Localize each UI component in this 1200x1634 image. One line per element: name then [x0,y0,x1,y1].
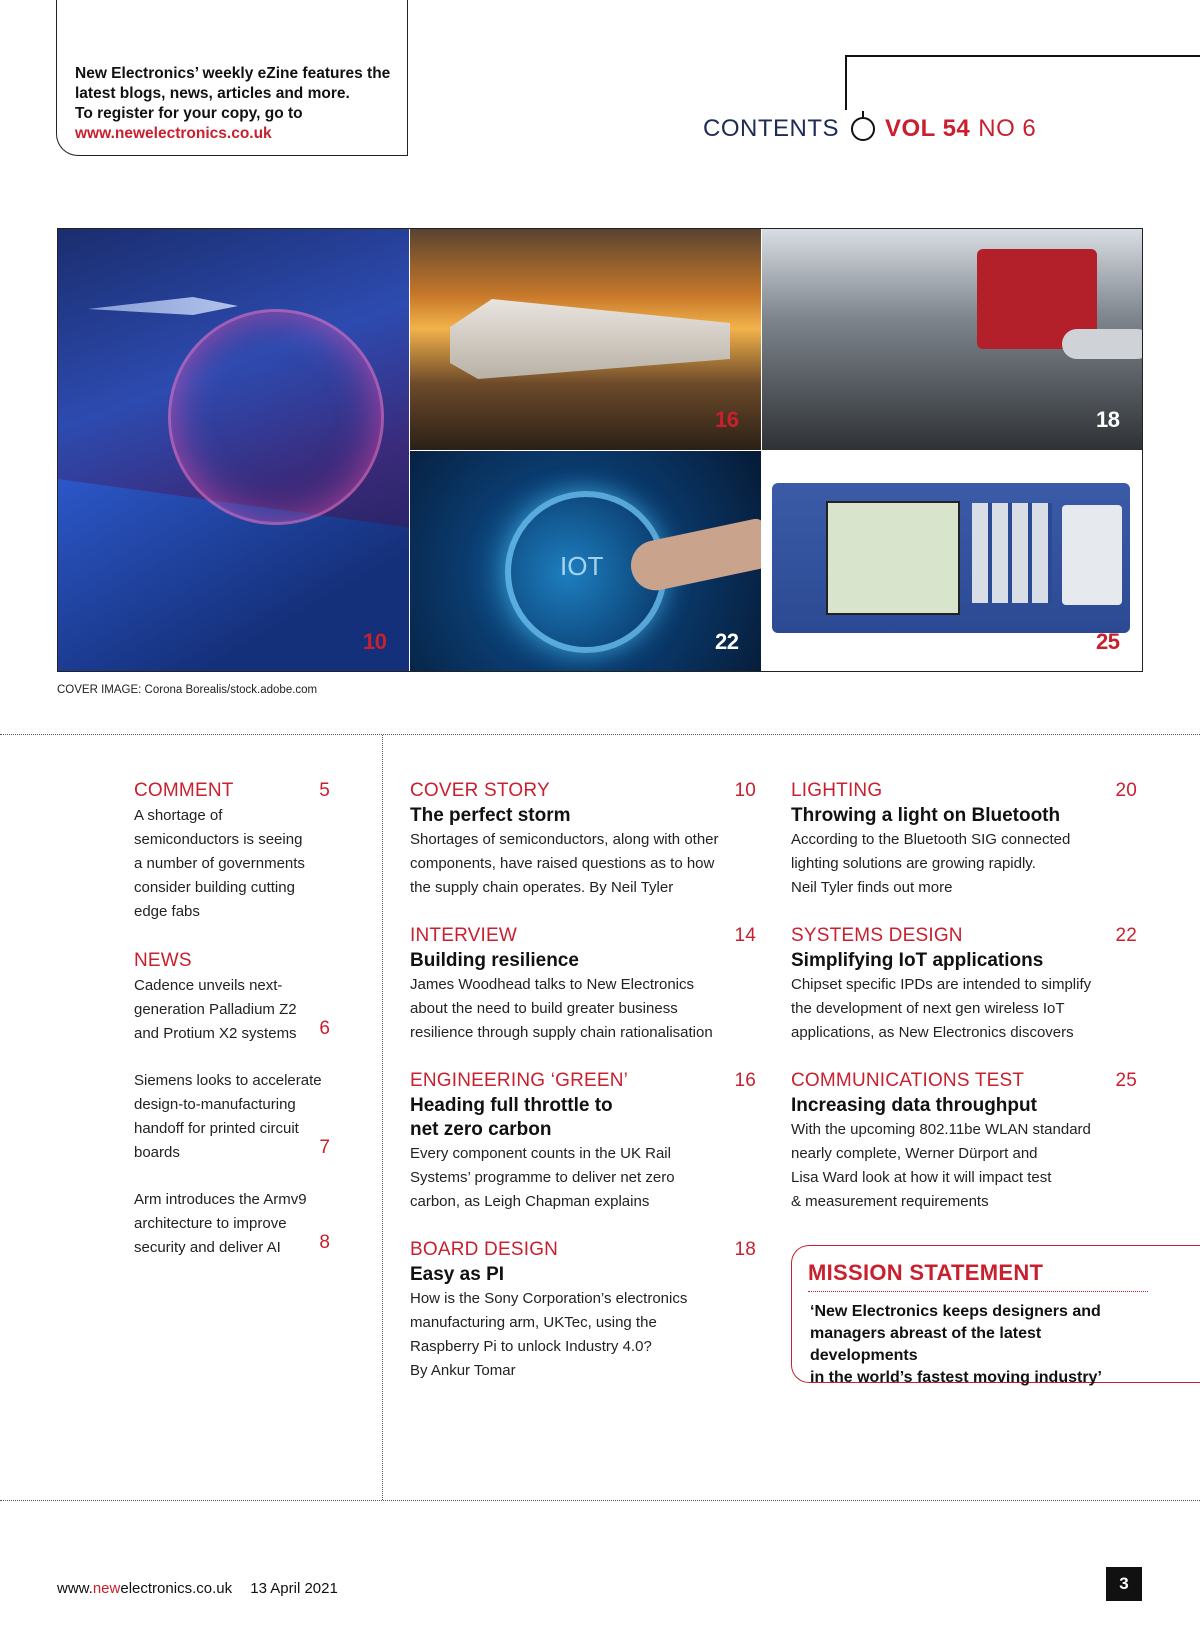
promo-website-link[interactable]: www.newelectronics.co.uk [75,125,272,142]
instrument-knobs [1062,505,1122,605]
news-line: Cadence unveils next- [134,977,283,994]
news-line: security and deliver AI [134,1239,281,1256]
promo-line-2: latest blogs, news, articles and more. [75,85,350,102]
article-text: the development of next gen wireless IoT [791,1000,1065,1017]
article-text: & measurement requirements [791,1193,989,1210]
section-label: INTERVIEW [410,925,518,946]
instrument-keys [972,503,1052,603]
comment-block [134,778,330,924]
cover-image-caption: COVER IMAGE: Corona Borealis/stock.adobe.com [57,684,318,696]
article-text: According to the Bluetooth SIG connected [791,831,1071,848]
news-line: handoff for printed circuit [134,1120,299,1137]
page-number: 18 [734,1239,756,1260]
news-item[interactable] [134,1188,330,1260]
news-line: architecture to improve [134,1215,287,1232]
globe-graphic [168,309,384,525]
url-brand: new [92,1580,121,1597]
contents-header [703,112,1036,146]
article-text: resilience through supply chain rationalisation [410,1024,713,1041]
image-page-number: 10 [363,629,387,654]
article-title: The perfect storm [410,805,571,826]
article-engineering-green[interactable] [410,1068,756,1214]
issue-date: 13 April 2021 [250,1580,338,1597]
divider-column [382,735,383,1500]
promo-line-3: To register for your copy, go to [75,105,303,122]
mission-divider [808,1291,1148,1292]
section-label[interactable]: NEWS [134,950,192,971]
image-page-number: 25 [1096,629,1120,654]
news-line: and Protium X2 systems [134,1025,297,1042]
article-title: Heading full throttle to [410,1095,613,1116]
article-lighting[interactable] [791,778,1137,900]
image-smart-logistics[interactable] [58,229,409,672]
mission-text [810,1301,1150,1389]
article-title: Throwing a light on Bluetooth [791,805,1061,826]
url-suffix: electronics.co.uk [120,1580,233,1597]
comment-line: consider building cutting [134,879,295,896]
news-line: Siemens looks to accelerate [134,1072,322,1089]
footer [57,1580,338,1597]
page-number: 6 [319,1018,330,1039]
section-label: LIGHTING [791,780,883,801]
mission-statement-box [791,1245,1200,1386]
section-label: COMMUNICATIONS TEST [791,1070,1025,1091]
image-raspberry-pi[interactable] [762,229,1143,450]
divider-top [0,734,1200,735]
instrument-graphic [772,483,1130,633]
article-text: Neil Tyler finds out more [791,879,953,896]
page-number: 20 [1115,780,1137,801]
header-rule-vertical [845,56,847,110]
comment-line: A shortage of [134,807,223,824]
article-text: How is the Sony Corporation’s electronics [410,1290,688,1307]
comment-line: a number of governments [134,855,305,872]
section-label[interactable]: COMMENT [134,780,234,801]
article-title: net zero carbon [410,1119,552,1140]
page-number: 5 [319,780,330,801]
section-label: COVER STORY [410,780,550,801]
article-communications-test[interactable] [791,1068,1137,1214]
image-iot[interactable] [410,451,761,672]
cable-graphic [1062,329,1143,359]
article-text: Shortages of semiconductors, along with other [410,831,719,848]
article-text: Chipset specific IPDs are intended to simplify [791,976,1092,993]
news-item[interactable] [134,1069,330,1165]
mission-line: ‘New Electronics keeps designers and [810,1303,1101,1320]
article-text: components, have raised questions as to how [410,855,715,872]
image-page-number: 22 [715,629,739,654]
section-label: SYSTEMS DESIGN [791,925,963,946]
ezine-promo-box [56,0,408,156]
article-interview[interactable] [410,923,756,1045]
image-train[interactable] [410,229,761,450]
article-text: manufacturing arm, UKTec, using the [410,1314,657,1331]
article-title: Building resilience [410,950,579,971]
image-test-instrument[interactable] [762,451,1143,672]
url-prefix: www. [57,1580,93,1597]
article-cover-story[interactable] [410,778,756,900]
news-line: generation Palladium Z2 [134,1001,297,1018]
ring-icon [851,117,875,141]
article-text: By Ankur Tomar [410,1362,516,1379]
promo-line-1: New Electronics’ weekly eZine features the [75,65,391,82]
comment-line: edge fabs [134,903,200,920]
image-page-number: 18 [1096,407,1120,432]
news-block [134,948,330,974]
article-systems-design[interactable] [791,923,1137,1045]
page-number: 16 [734,1070,756,1091]
footer-url[interactable] [57,1580,232,1597]
page-number: 7 [319,1137,330,1158]
page-number: 14 [734,925,756,946]
mission-line: managers abreast of the latest developments [810,1325,1042,1364]
article-title: Simplifying IoT applications [791,950,1044,971]
instrument-screen [826,501,960,615]
header-rule-horizontal [845,55,1200,57]
iot-label: IOT [560,551,604,581]
article-text: Raspberry Pi to unlock Industry 4.0? [410,1338,652,1355]
contents-label: CONTENTS [703,115,839,142]
mission-line: in the world’s fastest moving industry’ [810,1369,1102,1386]
article-text: With the upcoming 802.11be WLAN standard [791,1121,1091,1138]
comment-line: semiconductors is seeing [134,831,303,848]
article-text: lighting solutions are growing rapidly. [791,855,1036,872]
article-text: applications, as New Electronics discovers [791,1024,1074,1041]
article-text: James Woodhead talks to New Electronics [410,976,695,993]
news-item[interactable] [134,974,330,1046]
news-line: boards [134,1144,180,1161]
article-title: Easy as PI [410,1264,505,1285]
ezine-promo-text [75,64,395,144]
article-text: the supply chain operates. By Neil Tyler [410,879,674,896]
section-label: BOARD DESIGN [410,1239,559,1260]
page-number: 8 [319,1232,330,1253]
article-board-design[interactable] [410,1237,756,1383]
page-number: 22 [1115,925,1137,946]
page-number-box: 3 [1106,1567,1142,1601]
news-line: Arm introduces the Armv9 [134,1191,307,1208]
volume-label: VOL 54 [885,115,971,142]
news-line: design-to-manufacturing [134,1096,296,1113]
article-text: carbon, as Leigh Chapman explains [410,1193,650,1210]
page-number: 10 [734,780,756,801]
issue-number: NO 6 [978,115,1037,142]
divider-bottom [0,1500,1200,1501]
train-graphic [450,299,730,379]
article-text: Systems’ programme to deliver net zero [410,1169,675,1186]
page-number: 25 [1115,1070,1137,1091]
article-text: about the need to build greater business [410,1000,678,1017]
article-text: nearly complete, Werner Dürport and [791,1145,1038,1162]
mission-heading: MISSION STATEMENT [808,1260,1044,1285]
section-label: ENGINEERING ‘GREEN’ [410,1070,629,1091]
article-text: Every component counts in the UK Rail [410,1145,671,1162]
image-page-number: 16 [715,407,739,432]
feature-image-grid [57,228,1143,672]
article-text: Lisa Ward look at how it will impact test [791,1169,1052,1186]
article-title: Increasing data throughput [791,1095,1037,1116]
